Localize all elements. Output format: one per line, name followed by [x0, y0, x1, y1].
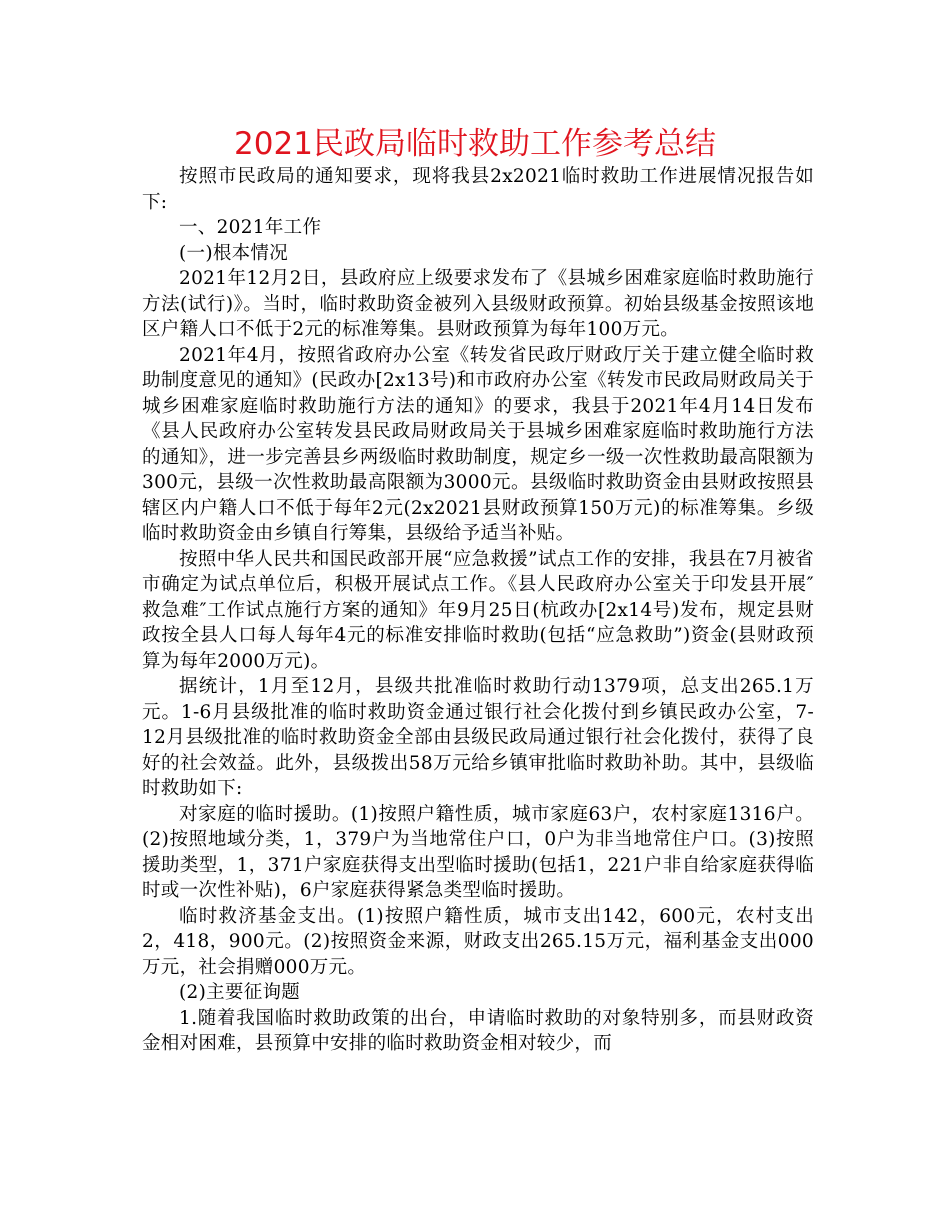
paragraph: 临时救济基金支出。(1)按照户籍性质，城市支出142，600元，农村支出2，418，900元。(2)按照资金来源，财政支出265.15万元，福利基金支出000万元，社会捐赠000万元。 — [142, 905, 814, 978]
section-heading-2021-work: 一、2021年工作 — [179, 217, 322, 238]
paragraph: 据统计，1月至12月，县级共批准临时救助行动1379项，总支出265.1万元。1-6月县级批准的临时救助资金通过银行社会化拨付到乡镇民政办公室，7-12月县级批准的临时救助资金全部由县级民政局通过银行社会化拨付，获得了良好的社会效益。此外，县级拨出58万元给乡镇审批临时救助补助。其中，县级临时救助如下: — [142, 676, 814, 799]
paragraph: 对家庭的临时援助。(1)按照户籍性质，城市家庭63户，农村家庭1316户。(2)按照地域分类，1，379户为当地常住户口，0户为非当地常住户口。(3)按照援助类型，1，371户家庭获得支出型临时援助(包括1，221户非自给家庭获得临时或一次性补贴)，6户家庭获得紧急类型临时援助。 — [142, 803, 814, 901]
subsection-heading-basic-situation: (一)根本情况 — [179, 242, 289, 264]
subsection-heading-main-issues: (2)主要征询题 — [179, 982, 301, 1003]
document-body — [142, 164, 814, 1057]
document-title: 2021民政局临时救助工作参考总结 — [234, 126, 716, 162]
paragraph: 1.随着我国临时救助政策的出台，申请临时救助的对象特别多，而县财政资金相对困难，县预算中安排的临时救助资金相对较少，而 — [142, 1007, 814, 1054]
paragraph-intro: 按照市民政局的通知要求，现将我县2x2021临时救助工作进展情况报告如下: — [142, 166, 814, 213]
paragraph: 2021年12月2日，县政府应上级要求发布了《县城乡困难家庭临时救助施行方法(试行)》。当时，临时救助资金被列入县级财政预算。初始县级基金按照该地区户籍人口不低于2元的标准筹集。县财政预算为每年100万元。 — [142, 268, 814, 340]
paragraph: 按照中华人民共和国民政部开展“应急救援”试点工作的安排，我县在7月被省市确定为试点单位后，积极开展试点工作。《县人民政府办公室关于印发县开展″救急难″工作试点施行方案的通知》年9月25日(杭政办[2x14号)发布，规定县财政按全县人口每人每年4元的标准安排临时救助(包括“应急救助”)资金(县财政预算为每年2000万元)。 — [142, 548, 814, 672]
paragraph: 2021年4月，按照省政府办公室《转发省民政厅财政厅关于建立健全临时救助制度意见的通知》(民政办[2x13号)和市政府办公室《转发市民政局财政局关于城乡困难家庭临时救助施行方法的通知》的要求，我县于2021年4月14日发布《县人民政府办公室转发县民政局财政局关于县城乡困难家庭临时救助施行方法的通知》，进一步完善县乡两级临时救助制度，规定乡一级一次性救助最高限额为300元，县级一次性救助最高限额为3000元。县级临时救助资金由县财政按照县辖区内户籍人口不低于每年2元(2x2021县财政预算150万元)的标准筹集。乡级临时救助资金由乡镇自行筹集，县级给予适当补贴。 — [142, 344, 814, 544]
